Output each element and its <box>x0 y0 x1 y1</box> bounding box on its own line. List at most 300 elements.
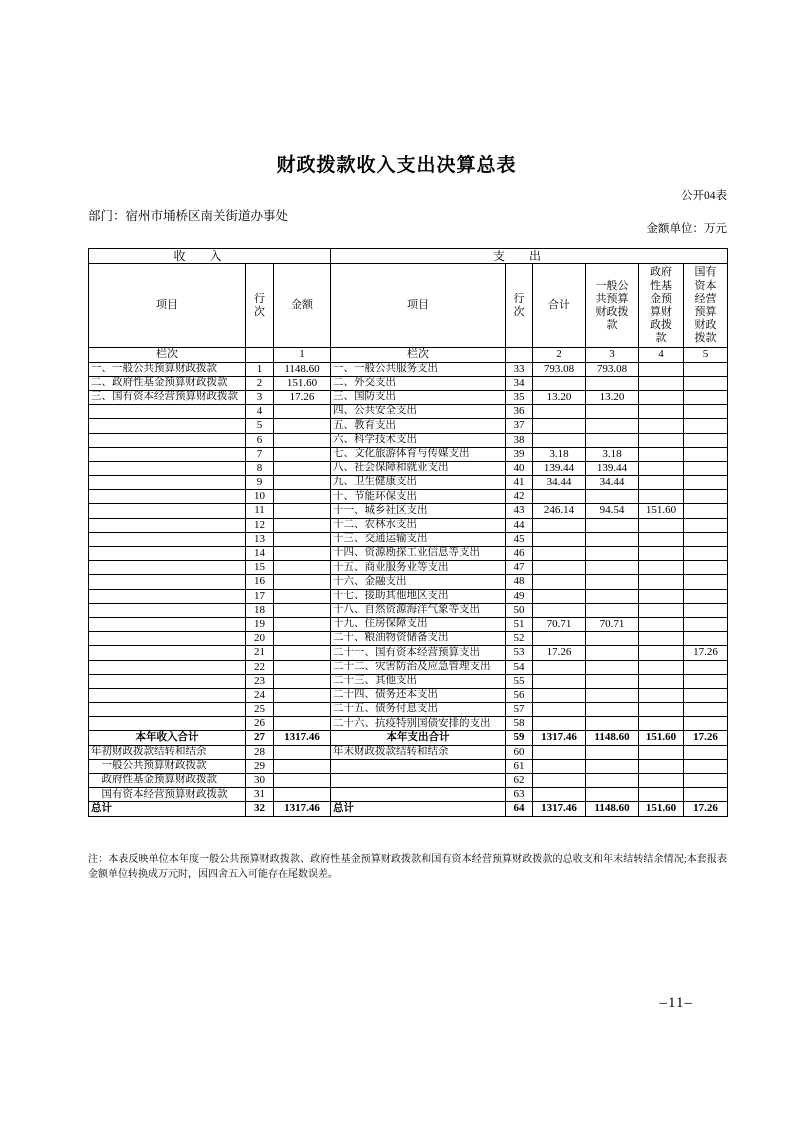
expense-total-cell <box>533 547 586 561</box>
expense-rownum-cell: 37 <box>506 419 533 433</box>
table-row <box>89 461 728 475</box>
expense-rownum-cell: 59 <box>506 731 533 745</box>
expense-general-cell <box>586 603 639 617</box>
expense-colindex-capital: 5 <box>684 348 728 362</box>
expense-capital-cell <box>684 362 728 376</box>
expense-total-cell <box>533 660 586 674</box>
expense-fund-cell <box>639 461 684 475</box>
expense-rownum-cell: 55 <box>506 674 533 688</box>
expense-rownum-cell: 41 <box>506 476 533 490</box>
expense-general-cell: 139.44 <box>586 461 639 475</box>
income-rownum-cell: 21 <box>246 646 274 660</box>
income-project-cell <box>89 703 246 717</box>
income-amount-cell <box>274 674 331 688</box>
income-project-cell <box>89 433 246 447</box>
income-rownum-cell: 19 <box>246 617 274 631</box>
expense-fund-cell <box>639 561 684 575</box>
expense-project-cell: 十三、交通运输支出 <box>331 532 506 546</box>
expense-rownum-cell: 61 <box>506 759 533 773</box>
table-row <box>89 660 728 674</box>
income-rownum-cell: 10 <box>246 490 274 504</box>
fiscal-appropriation-table <box>88 248 728 817</box>
expense-capital-cell <box>684 589 728 603</box>
income-amount-cell <box>274 759 331 773</box>
expense-rownum-cell: 47 <box>506 561 533 575</box>
income-amount-cell <box>274 532 331 546</box>
expense-rownum-cell: 51 <box>506 617 533 631</box>
expense-rownum-cell: 64 <box>506 802 533 816</box>
income-project-cell: 二、政府性基金预算财政拨款 <box>89 376 246 390</box>
expense-general-cell: 1148.60 <box>586 731 639 745</box>
expense-capital-cell <box>684 603 728 617</box>
expense-general-cell <box>586 688 639 702</box>
expense-rownum-cell: 62 <box>506 774 533 788</box>
expense-total-cell <box>533 774 586 788</box>
income-amount-cell <box>274 660 331 674</box>
income-amount-cell: 17.26 <box>274 390 331 404</box>
income-project-cell: 本年收入合计 <box>89 731 246 745</box>
income-amount-cell <box>274 646 331 660</box>
expense-rownum-cell: 60 <box>506 745 533 759</box>
income-project-cell <box>89 547 246 561</box>
expense-project-cell <box>331 774 506 788</box>
income-project-cell <box>89 632 246 646</box>
income-rownum-cell: 30 <box>246 774 274 788</box>
expense-rownum-cell: 52 <box>506 632 533 646</box>
expense-project-cell: 十、节能环保支出 <box>331 490 506 504</box>
expense-rownum-cell: 33 <box>506 362 533 376</box>
expense-fund-cell <box>639 603 684 617</box>
expense-fund-cell <box>639 759 684 773</box>
income-project-cell: 一、一般公共预算财政拨款 <box>89 362 246 376</box>
expense-total-cell <box>533 745 586 759</box>
income-project-cell <box>89 660 246 674</box>
income-project-header: 项目 <box>89 264 246 348</box>
expense-rownum-cell: 58 <box>506 717 533 731</box>
expense-capital-cell <box>684 447 728 461</box>
expense-capital-cell <box>684 788 728 802</box>
expense-general-cell: 34.44 <box>586 476 639 490</box>
table-row <box>89 405 728 419</box>
income-rownum-cell: 9 <box>246 476 274 490</box>
income-rownum-cell: 20 <box>246 632 274 646</box>
income-rownum-header: 行次 <box>246 264 274 348</box>
expense-capital-cell <box>684 390 728 404</box>
income-project-cell: 总计 <box>89 802 246 816</box>
expense-total-cell: 3.18 <box>533 447 586 461</box>
expense-capital-cell: 17.26 <box>684 731 728 745</box>
expense-rownum-cell: 49 <box>506 589 533 603</box>
expense-general-cell <box>586 561 639 575</box>
expense-capital-cell <box>684 547 728 561</box>
expense-general-cell <box>586 646 639 660</box>
expense-total-cell: 246.14 <box>533 504 586 518</box>
expense-fund-cell: 151.60 <box>639 731 684 745</box>
expense-fund-cell <box>639 660 684 674</box>
expense-rownum-cell: 63 <box>506 788 533 802</box>
table-row <box>89 504 728 518</box>
expense-colindex-fund: 4 <box>639 348 684 362</box>
expense-project-cell: 十一、城乡社区支出 <box>331 504 506 518</box>
expense-total-cell <box>533 376 586 390</box>
expense-capital-cell <box>684 405 728 419</box>
expense-project-cell: 总计 <box>331 802 506 816</box>
expense-rownum-cell: 43 <box>506 504 533 518</box>
table-row <box>89 802 728 816</box>
expense-project-cell: 年末财政拨款结转和结余 <box>331 745 506 759</box>
table-row <box>89 575 728 589</box>
income-amount-cell <box>274 745 331 759</box>
department-line: 部门：宿州市埇桥区南关街道办事处 <box>88 209 289 223</box>
expense-project-cell: 二十四、债务还本支出 <box>331 688 506 702</box>
expense-project-cell: 二十三、其他支出 <box>331 674 506 688</box>
expense-rownum-cell: 54 <box>506 660 533 674</box>
income-project-cell <box>89 419 246 433</box>
expense-project-cell: 十四、资源勘探工业信息等支出 <box>331 547 506 561</box>
income-amount-cell <box>274 433 331 447</box>
expense-colindex-general: 3 <box>586 348 639 362</box>
expense-total-cell: 13.20 <box>533 390 586 404</box>
income-amount-cell <box>274 688 331 702</box>
expense-project-cell: 七、文化旅游体育与传媒支出 <box>331 447 506 461</box>
expense-total-cell: 793.08 <box>533 362 586 376</box>
expense-rownum-cell: 42 <box>506 490 533 504</box>
expense-state-capital-header: 国有资本经营预算财政拨款 <box>684 264 728 348</box>
expense-project-header: 项目 <box>331 264 506 348</box>
income-amount-cell <box>274 774 331 788</box>
expense-project-cell: 十六、金融支出 <box>331 575 506 589</box>
expense-capital-cell <box>684 561 728 575</box>
income-rownum-cell: 11 <box>246 504 274 518</box>
expense-general-cell <box>586 589 639 603</box>
expense-colindex-label: 栏次 <box>331 348 506 362</box>
income-amount-cell <box>274 490 331 504</box>
expense-project-cell: 九、卫生健康支出 <box>331 476 506 490</box>
expense-project-cell: 十八、自然资源海洋气象等支出 <box>331 603 506 617</box>
expense-project-cell: 十五、商业服务业等支出 <box>331 561 506 575</box>
expense-total-cell <box>533 717 586 731</box>
expense-general-cell <box>586 405 639 419</box>
income-amount-cell <box>274 461 331 475</box>
expense-total-cell <box>533 405 586 419</box>
expense-project-cell: 二十、粮油物资储备支出 <box>331 632 506 646</box>
expense-section-header: 支出 <box>331 249 728 264</box>
income-rownum-cell: 26 <box>246 717 274 731</box>
expense-total-cell <box>533 518 586 532</box>
expense-fund-cell <box>639 575 684 589</box>
expense-general-cell <box>586 674 639 688</box>
expense-capital-cell <box>684 376 728 390</box>
income-amount-cell <box>274 788 331 802</box>
expense-fund-cell <box>639 419 684 433</box>
income-rownum-cell: 3 <box>246 390 274 404</box>
expense-rownum-header: 行次 <box>506 264 533 348</box>
expense-total-cell <box>533 632 586 646</box>
expense-fund-cell <box>639 717 684 731</box>
expense-capital-cell <box>684 504 728 518</box>
income-project-cell <box>89 603 246 617</box>
expense-total-cell <box>533 674 586 688</box>
expense-general-cell <box>586 745 639 759</box>
table-row <box>89 390 728 404</box>
expense-total-cell <box>533 688 586 702</box>
page-title: 财政拨款收入支出决算总表 <box>276 155 517 176</box>
expense-general-cell: 70.71 <box>586 617 639 631</box>
expense-fund-cell <box>639 646 684 660</box>
expense-fund-cell <box>639 745 684 759</box>
expense-capital-cell <box>684 759 728 773</box>
expense-general-cell <box>586 376 639 390</box>
expense-capital-cell <box>684 774 728 788</box>
table-row <box>89 532 728 546</box>
expense-general-cell <box>586 632 639 646</box>
expense-fund-cell: 151.60 <box>639 504 684 518</box>
expense-rownum-cell: 53 <box>506 646 533 660</box>
income-amount-cell <box>274 447 331 461</box>
expense-total-cell <box>533 788 586 802</box>
expense-project-cell: 二十二、灾害防治及应急管理支出 <box>331 660 506 674</box>
income-amount-cell: 1317.46 <box>274 731 331 745</box>
expense-general-cell <box>586 419 639 433</box>
income-project-cell <box>89 646 246 660</box>
expense-capital-cell <box>684 461 728 475</box>
expense-total-cell: 17.26 <box>533 646 586 660</box>
income-rownum-cell: 8 <box>246 461 274 475</box>
expense-total-cell <box>533 589 586 603</box>
expense-fund-cell <box>639 518 684 532</box>
expense-project-cell: 八、社会保障和就业支出 <box>331 461 506 475</box>
income-amount-cell: 1148.60 <box>274 362 331 376</box>
expense-capital-cell: 17.26 <box>684 802 728 816</box>
expense-project-cell: 十七、援助其他地区支出 <box>331 589 506 603</box>
expense-government-fund-header: 政府性基金预算财政拨款 <box>639 264 684 348</box>
expense-general-cell: 94.54 <box>586 504 639 518</box>
table-row <box>89 490 728 504</box>
expense-general-cell <box>586 703 639 717</box>
expense-total-cell <box>533 575 586 589</box>
expense-general-cell <box>586 717 639 731</box>
income-project-cell <box>89 589 246 603</box>
expense-project-cell: 三、国防支出 <box>331 390 506 404</box>
income-rownum-cell: 18 <box>246 603 274 617</box>
expense-capital-cell <box>684 717 728 731</box>
expense-general-cell <box>586 547 639 561</box>
income-project-cell <box>89 447 246 461</box>
table-row <box>89 447 728 461</box>
table-row <box>89 362 728 376</box>
expense-rownum-cell: 36 <box>506 405 533 419</box>
income-rownum-cell: 13 <box>246 532 274 546</box>
income-amount-cell <box>274 603 331 617</box>
income-amount-cell <box>274 575 331 589</box>
expense-rownum-cell: 56 <box>506 688 533 702</box>
expense-total-cell: 1317.46 <box>533 802 586 816</box>
income-amount-cell <box>274 405 331 419</box>
expense-general-cell: 1148.60 <box>586 802 639 816</box>
income-rownum-cell: 15 <box>246 561 274 575</box>
expense-project-cell: 二十一、国有资本经营预算支出 <box>331 646 506 660</box>
table-code-label: 公开04表 <box>681 190 727 202</box>
income-rownum-cell: 27 <box>246 731 274 745</box>
expense-capital-cell: 17.26 <box>684 646 728 660</box>
income-project-cell <box>89 476 246 490</box>
expense-project-cell: 十九、住房保障支出 <box>331 617 506 631</box>
income-rownum-cell: 24 <box>246 688 274 702</box>
income-project-cell <box>89 461 246 475</box>
table-row <box>89 376 728 390</box>
expense-general-cell <box>586 433 639 447</box>
income-colindex-label: 栏次 <box>89 348 246 362</box>
income-rownum-cell: 32 <box>246 802 274 816</box>
expense-rownum-cell: 46 <box>506 547 533 561</box>
expense-rownum-cell: 50 <box>506 603 533 617</box>
expense-project-cell: 十二、农林水支出 <box>331 518 506 532</box>
expense-general-cell <box>586 759 639 773</box>
expense-rownum-cell: 40 <box>506 461 533 475</box>
expense-total-cell: 1317.46 <box>533 731 586 745</box>
income-amount-cell <box>274 419 331 433</box>
table-row <box>89 774 728 788</box>
expense-capital-cell <box>684 745 728 759</box>
column-index-row <box>89 348 728 362</box>
income-rownum-cell: 14 <box>246 547 274 561</box>
table-body <box>89 249 728 817</box>
income-project-cell <box>89 575 246 589</box>
expense-rownum-cell: 38 <box>506 433 533 447</box>
expense-general-cell <box>586 774 639 788</box>
table-row <box>89 759 728 773</box>
income-rownum-cell: 17 <box>246 589 274 603</box>
income-colindex-amount: 1 <box>274 348 331 362</box>
expense-general-cell: 793.08 <box>586 362 639 376</box>
expense-project-cell: 二十六、抗疫特别国债安排的支出 <box>331 717 506 731</box>
expense-capital-cell <box>684 617 728 631</box>
expense-project-cell: 五、教育支出 <box>331 419 506 433</box>
expense-total-header: 合计 <box>533 264 586 348</box>
income-rownum-cell: 1 <box>246 362 274 376</box>
income-amount-header: 金额 <box>274 264 331 348</box>
expense-fund-cell <box>639 788 684 802</box>
expense-rownum-cell: 35 <box>506 390 533 404</box>
income-rownum-cell: 29 <box>246 759 274 773</box>
expense-fund-cell <box>639 547 684 561</box>
expense-rownum-cell: 57 <box>506 703 533 717</box>
income-rownum-cell: 16 <box>246 575 274 589</box>
expense-total-cell <box>533 759 586 773</box>
expense-total-cell <box>533 419 586 433</box>
expense-fund-cell <box>639 674 684 688</box>
expense-project-cell: 二、外交支出 <box>331 376 506 390</box>
table-row <box>89 646 728 660</box>
table-row <box>89 617 728 631</box>
table-row <box>89 419 728 433</box>
income-project-cell <box>89 688 246 702</box>
expense-fund-cell <box>639 632 684 646</box>
income-amount-cell: 1317.46 <box>274 802 331 816</box>
expense-capital-cell <box>684 632 728 646</box>
expense-rownum-cell: 48 <box>506 575 533 589</box>
expense-total-cell <box>533 603 586 617</box>
expense-project-cell: 一、一般公共服务支出 <box>331 362 506 376</box>
expense-fund-cell <box>639 589 684 603</box>
table-row <box>89 603 728 617</box>
expense-capital-cell <box>684 419 728 433</box>
table-row <box>89 674 728 688</box>
income-project-cell: 政府性基金预算财政拨款 <box>89 774 246 788</box>
expense-rownum-cell: 34 <box>506 376 533 390</box>
expense-fund-cell <box>639 703 684 717</box>
expense-fund-cell <box>639 688 684 702</box>
expense-capital-cell <box>684 660 728 674</box>
income-project-cell <box>89 561 246 575</box>
table-row <box>89 632 728 646</box>
expense-fund-cell <box>639 433 684 447</box>
expense-fund-cell <box>639 390 684 404</box>
section-header-row <box>89 249 728 264</box>
expense-rownum-cell: 44 <box>506 518 533 532</box>
expense-capital-cell <box>684 518 728 532</box>
expense-capital-cell <box>684 476 728 490</box>
expense-fund-cell <box>639 476 684 490</box>
income-amount-cell <box>274 547 331 561</box>
expense-general-cell: 3.18 <box>586 447 639 461</box>
expense-capital-cell <box>684 688 728 702</box>
income-project-cell: 国有资本经营预算财政拨款 <box>89 788 246 802</box>
income-amount-cell <box>274 617 331 631</box>
expense-capital-cell <box>684 433 728 447</box>
expense-fund-cell <box>639 447 684 461</box>
income-amount-cell: 151.60 <box>274 376 331 390</box>
table-row <box>89 589 728 603</box>
expense-capital-cell <box>684 575 728 589</box>
table-row <box>89 688 728 702</box>
expense-total-cell <box>533 490 586 504</box>
table-row <box>89 717 728 731</box>
expense-fund-cell <box>639 376 684 390</box>
table-row <box>89 731 728 745</box>
expense-project-cell: 二十五、债务付息支出 <box>331 703 506 717</box>
income-project-cell <box>89 617 246 631</box>
column-header-row <box>89 264 728 348</box>
expense-fund-cell <box>639 490 684 504</box>
expense-general-cell <box>586 660 639 674</box>
table-row <box>89 547 728 561</box>
income-project-cell <box>89 518 246 532</box>
income-rownum-cell: 22 <box>246 660 274 674</box>
income-amount-cell <box>274 703 331 717</box>
table-row <box>89 433 728 447</box>
income-project-cell <box>89 717 246 731</box>
income-project-cell: 三、国有资本经营预算财政拨款 <box>89 390 246 404</box>
expense-project-cell <box>331 759 506 773</box>
expense-total-cell: 70.71 <box>533 617 586 631</box>
expense-project-cell: 六、科学技术支出 <box>331 433 506 447</box>
expense-fund-cell <box>639 405 684 419</box>
income-amount-cell <box>274 518 331 532</box>
expense-fund-cell <box>639 532 684 546</box>
expense-capital-cell <box>684 703 728 717</box>
page-number: –11– <box>659 995 693 1011</box>
expense-general-cell <box>586 532 639 546</box>
income-rownum-cell: 5 <box>246 419 274 433</box>
income-rownum-cell: 7 <box>246 447 274 461</box>
income-amount-cell <box>274 504 331 518</box>
income-amount-cell <box>274 561 331 575</box>
expense-general-cell: 13.20 <box>586 390 639 404</box>
expense-total-cell: 139.44 <box>533 461 586 475</box>
income-amount-cell <box>274 717 331 731</box>
expense-project-cell <box>331 788 506 802</box>
